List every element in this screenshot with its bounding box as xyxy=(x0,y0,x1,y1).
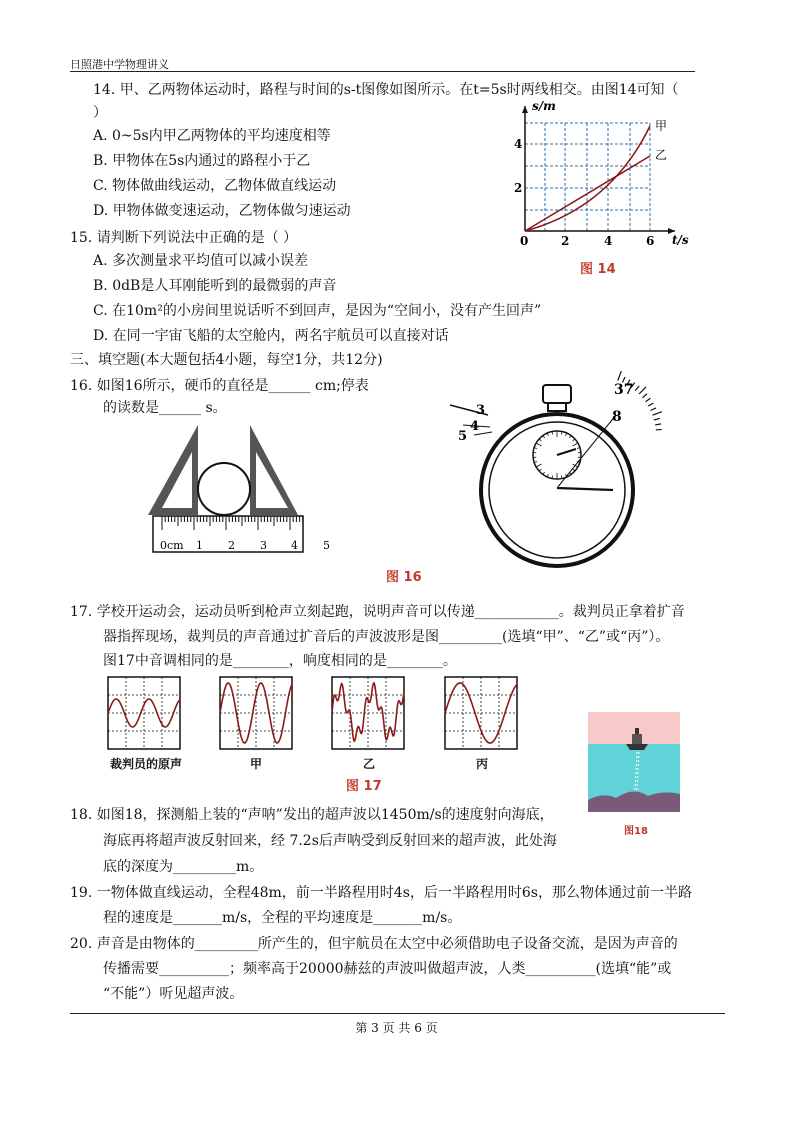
header-rule xyxy=(70,71,695,72)
waveform-box xyxy=(220,677,292,749)
ruler-label-3: 3 xyxy=(260,539,267,552)
q14-stem-end: ） xyxy=(93,105,107,121)
fig18-caption: 图18 xyxy=(624,826,648,837)
q20-line1: 20. 声音是由物体的_________所产生的，但宇航员在太空中必须借助电子设备交流，是因为声音的 xyxy=(70,936,678,952)
waveform-box xyxy=(332,677,404,749)
fig14-xtick-0: 0 xyxy=(520,234,529,248)
fig14-legend-jia: 甲 xyxy=(655,119,668,133)
q20-line3: “不能”）听见超声波。 xyxy=(103,986,244,1002)
fig14-xtick-4: 4 xyxy=(604,234,613,248)
q18-line1: 18. 如图18，探测船上装的“声呐”发出的超声波以1450m/s的速度射向海底， xyxy=(70,807,554,823)
q17-line1: 17. 学校开运动会，运动员听到枪声立刻起跑，说明声音可以传递____________。裁判员正拿着扩音 xyxy=(70,604,685,620)
q14-option-c: C. 物体做曲线运动，乙物体做直线运动 xyxy=(93,178,337,194)
q17-line2: 器指挥现场，裁判员的声音通过扩音后的声波波形是图_________(选填“甲”、“乙”或“丙”）。 xyxy=(103,629,670,645)
footer-rule xyxy=(70,1013,725,1014)
figure-14-st-graph xyxy=(500,98,700,258)
wave-label-jia: 甲 xyxy=(250,757,263,771)
q16-line1: 16. 如图16所示，硬币的直径是______ cm;停表 xyxy=(70,378,369,394)
coin-ruler-figure xyxy=(148,420,330,556)
fig14-xtick-2: 2 xyxy=(561,234,570,248)
stopwatch-figure xyxy=(448,375,678,560)
sonar-ship-figure xyxy=(588,712,680,812)
fig14-xlabel: t/s xyxy=(672,233,689,247)
dial-label-4: 4 xyxy=(470,419,480,434)
dial-label-8: 8 xyxy=(612,409,622,425)
seconds-scale-tick xyxy=(648,403,653,406)
q14-stem: 14. 甲、乙两物体运动时，路程与时间的s-t图像如图所示。在t=5s时两线相交。由图14可知（ xyxy=(93,82,679,98)
q15-stem: 15. 请判断下列说法中正确的是（ ） xyxy=(70,230,298,246)
q18-line2: 海底再将超声波反射回来，经 7.2s后声呐受到反射回来的超声波，此处海 xyxy=(103,833,557,849)
wave-label-bing: 丙 xyxy=(476,757,489,771)
section-3-heading: 三、填空题(本大题包括4小题，每空1分，共12分) xyxy=(70,352,383,368)
fig14-grid xyxy=(525,123,650,231)
q14-option-a: A. 0~5s内甲乙两物体的平均速度相等 xyxy=(93,128,331,144)
dial-label-37: 37 xyxy=(614,382,634,398)
seconds-scale-tick xyxy=(635,386,639,391)
q15-option-c: C. 在10m²的小房间里说话听不到回声，是因为“空间小，没有产生回声” xyxy=(93,303,542,319)
ruler-label-0: 0cm xyxy=(160,539,184,552)
seconds-scale-tick xyxy=(654,418,660,420)
fig14-ylabel: s/m xyxy=(532,99,556,113)
seconds-scale-tick xyxy=(639,387,646,394)
ruler-label-4: 4 xyxy=(291,539,298,552)
fig14-ytick-2: 2 xyxy=(514,181,523,195)
page-header: 日照港中学物理讲义 xyxy=(70,58,169,71)
waveform-box xyxy=(445,677,517,749)
seconds-scale-tick xyxy=(655,424,661,425)
ruler-label-2: 2 xyxy=(228,539,235,552)
page-footer: 第 3 页 共 6 页 xyxy=(355,1021,438,1035)
seconds-scale-tick xyxy=(651,408,656,411)
seconds-scale-tick xyxy=(656,429,662,430)
wave-label-yi: 乙 xyxy=(363,757,376,771)
seconds-scale-tick xyxy=(642,394,647,398)
wave-label-original: 裁判员的原声 xyxy=(110,757,183,771)
waveform-figures xyxy=(100,675,530,755)
q14-option-b: B. 甲物体在5s内通过的路程小于乙 xyxy=(93,153,311,169)
q15-option-a: A. 多次测量求平均值可以减小误差 xyxy=(93,253,309,269)
dial-label-3: 3 xyxy=(476,403,486,418)
seconds-scale-tick xyxy=(653,412,662,415)
fig17-caption: 图 17 xyxy=(346,779,382,794)
waveform-box xyxy=(108,677,180,749)
fig16-caption: 图 16 xyxy=(386,570,422,585)
fig14-caption: 图 14 xyxy=(580,262,616,277)
q16-line2: 的读数是______ s。 xyxy=(103,400,227,416)
q15-option-b: B. 0dB是人耳刚能听到的最微弱的声音 xyxy=(93,278,337,294)
q19-line1: 19. 一物体做直线运动，全程48m，前一半路程用时4s，后一半路程用时6s，那么物体通过前一半路 xyxy=(70,885,692,901)
fig14-ytick-4: 4 xyxy=(514,137,523,151)
q19-line2: 程的速度是_______m/s，全程的平均速度是_______m/s。 xyxy=(103,910,462,926)
seconds-scale-tick xyxy=(646,398,651,401)
ruler-label-5: 5 xyxy=(323,539,330,552)
q17-line3: 图17中音调相同的是________，响度相同的是________。 xyxy=(103,653,457,669)
ruler-label-1: 1 xyxy=(196,539,203,552)
q20-line2: 传播需要__________；频率高于20000赫兹的声波叫做超声波，人类__________(选填“能”或 xyxy=(103,961,672,977)
seconds-scale-tick xyxy=(618,371,621,380)
q14-option-d: D. 甲物体做变速运动，乙物体做匀速运动 xyxy=(93,203,351,219)
q18-line3: 底的深度为_________m。 xyxy=(103,859,264,875)
coin xyxy=(198,463,250,515)
stopwatch-crown xyxy=(543,385,571,403)
dial-label-5: 5 xyxy=(458,429,468,444)
q15-option-d: D. 在同一宇宙飞船的太空舱内，两名宇航员可以直接对话 xyxy=(93,328,449,344)
fig14-xtick-6: 6 xyxy=(646,234,655,248)
fig14-legend-yi: 乙 xyxy=(655,148,668,162)
